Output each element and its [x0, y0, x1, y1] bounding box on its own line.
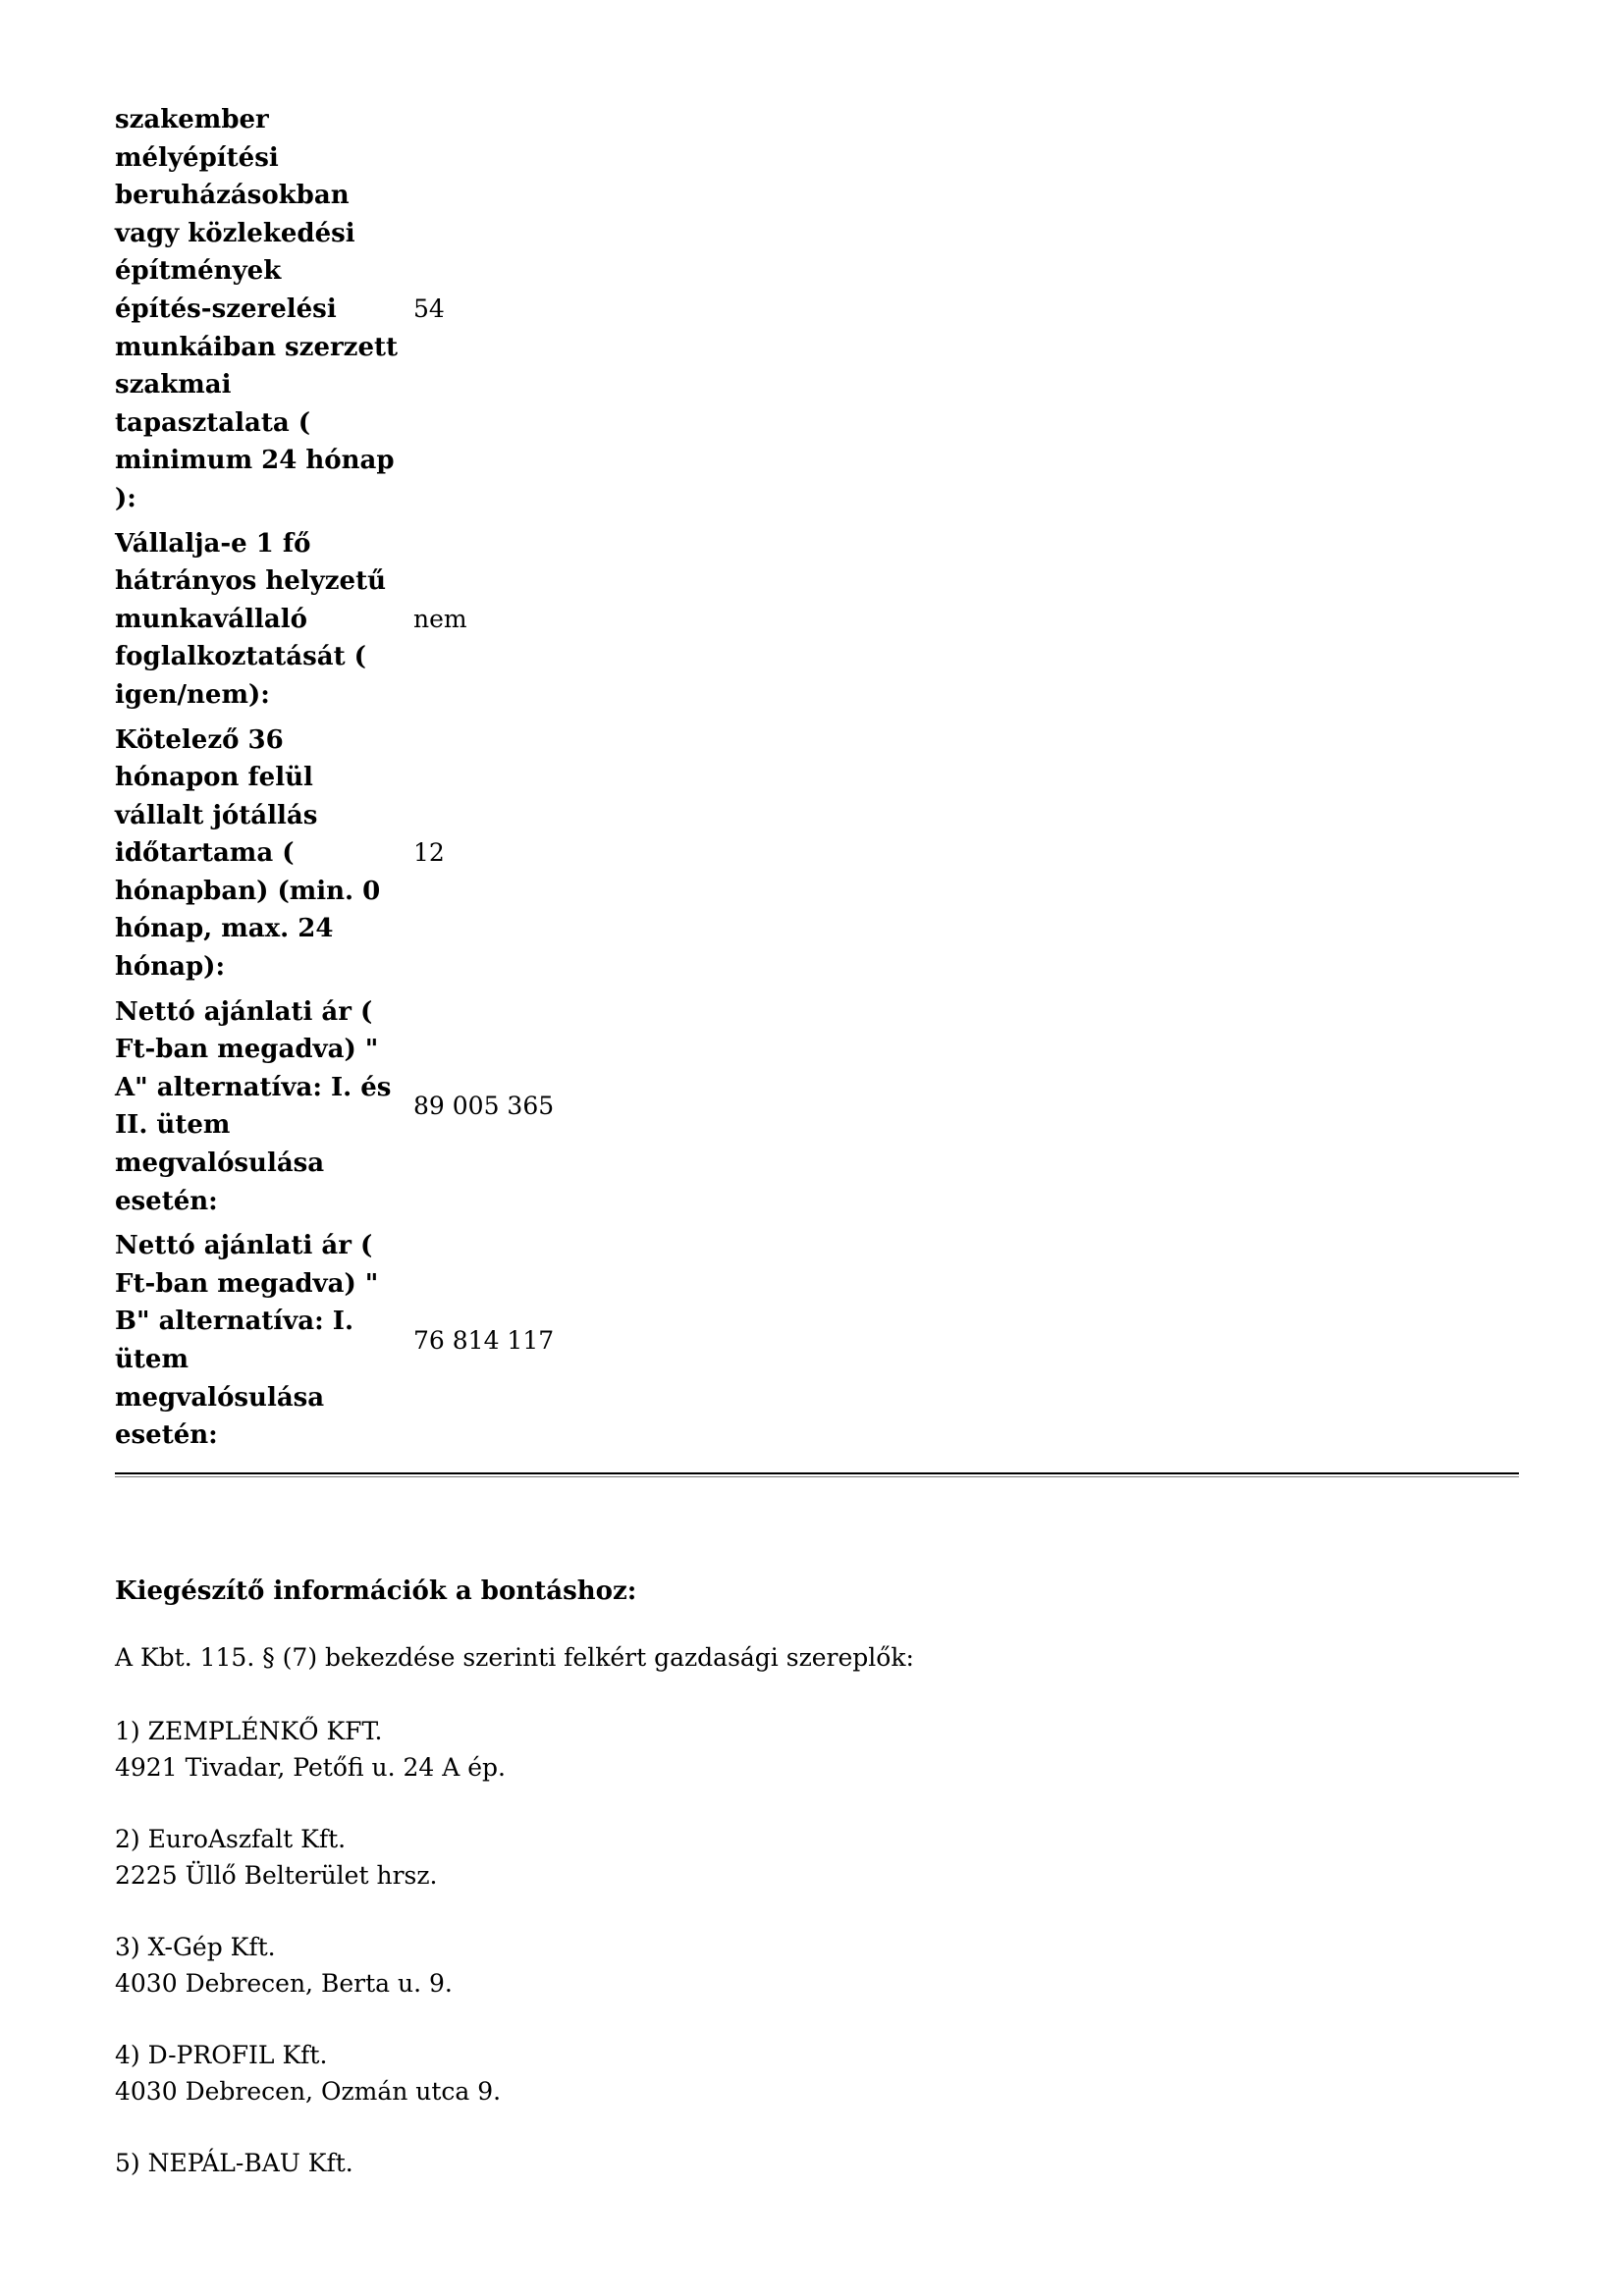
criterion-label-line: időtartama (: [115, 838, 295, 869]
criterion-value: 76 814 117: [413, 1325, 555, 1355]
criterion-label-line: hónapon felül: [115, 763, 313, 793]
criterion-label-line: Vállalja-e 1 fő: [115, 528, 311, 559]
criterion-label-line: hátrányos helyzetű: [115, 566, 386, 597]
criterion-label-line: építmények: [115, 256, 282, 287]
operator-address: 4030 Debrecen, Ozmán utca 9.: [115, 2077, 502, 2106]
table-row: [115, 101, 1519, 525]
criterion-label-line: szakember: [115, 105, 269, 134]
criterion-label-line: Ft-ban megadva) ": [115, 1035, 379, 1065]
criterion-label-line: hónap, max. 24: [115, 914, 334, 944]
criterion-label-line: hónap):: [115, 952, 226, 983]
criterion-label-line: ütem: [115, 1345, 189, 1374]
criterion-value: nem: [413, 604, 467, 633]
criterion-label-line: B" alternatíva: I.: [115, 1307, 354, 1337]
criterion-label-line: Kötelező 36: [115, 724, 284, 755]
criterion-label-line: esetén:: [115, 1420, 218, 1451]
criterion-value: 12: [413, 838, 445, 868]
list-item: [115, 2037, 506, 2109]
list-item: [115, 2145, 506, 2181]
operator-name: 2) EuroAszfalt Kft.: [115, 1825, 347, 1853]
criterion-value: 54: [413, 294, 445, 323]
criterion-label: [115, 1227, 402, 1462]
criterion-label-line: hónapban) (min. 0: [115, 876, 381, 906]
criterion-label: [115, 525, 402, 721]
table-bottom-rule: [115, 1472, 1519, 1477]
criterion-label-line: esetén:: [115, 1186, 218, 1216]
criterion-label-line: munkavállaló: [115, 604, 307, 634]
criterion-label-line: minimum 24 hónap: [115, 446, 395, 476]
criterion-label-line: megvalósulása: [115, 1148, 325, 1179]
list-item: [115, 1821, 506, 1894]
list-item: [115, 1713, 506, 1786]
criterion-label-line: Ft-ban megadva) ": [115, 1268, 379, 1299]
list-item: [115, 1929, 506, 2002]
criterion-label-line: Nettó ajánlati ár (: [115, 1231, 373, 1261]
criterion-label-line: szakmai: [115, 370, 232, 400]
operator-address: 4030 Debrecen, Berta u. 9.: [115, 1969, 453, 1998]
criterion-label-line: vállalt jótállás: [115, 800, 318, 830]
criterion-label-line: tapasztalata (: [115, 407, 311, 438]
criterion-label-line: mélyépítési: [115, 142, 279, 173]
operator-name: 5) NEPÁL-BAU Kft.: [115, 2149, 353, 2177]
criterion-label-line: igen/nem):: [115, 679, 270, 710]
supplementary-heading: Kiegészítő információk a bontáshoz:: [115, 1576, 637, 1606]
criterion-label-line: II. ütem: [115, 1110, 231, 1141]
operator-address: 4921 Tivadar, Petőfi u. 24 A ép.: [115, 1753, 506, 1782]
criterion-value: 89 005 365: [413, 1092, 555, 1121]
criterion-label-line: A" alternatíva: I. és: [115, 1072, 392, 1102]
criterion-label-line: munkáiban szerzett: [115, 332, 399, 362]
evaluation-criteria-table: [115, 101, 1519, 1462]
criterion-label-line: építés-szerelési: [115, 294, 337, 324]
criterion-label-line: megvalósulása: [115, 1382, 325, 1413]
criterion-label: [115, 721, 402, 993]
table-row: [115, 525, 1519, 721]
criterion-label-line: Nettó ajánlati ár (: [115, 996, 373, 1027]
operator-name: 4) D-PROFIL Kft.: [115, 2041, 328, 2069]
document-page: [115, 0, 1519, 2296]
operator-list: [115, 1713, 506, 2216]
table-row: [115, 721, 1519, 993]
criterion-label-line: vagy közlekedési: [115, 218, 355, 248]
criterion-label-line: foglalkoztatását (: [115, 642, 366, 672]
operator-name: 3) X-Gép Kft.: [115, 1933, 276, 1961]
table-row: [115, 1227, 1519, 1462]
supplementary-intro: A Kbt. 115. § (7) bekezdése szerinti felkért gazdasági szereplők:: [115, 1643, 914, 1672]
operator-name: 1) ZEMPLÉNKŐ KFT.: [115, 1717, 383, 1745]
criterion-label-line: ):: [115, 483, 136, 513]
criterion-label: [115, 993, 402, 1228]
criterion-label-line: beruházásokban: [115, 181, 350, 211]
operator-address: 2225 Üllő Belterület hrsz.: [115, 1861, 438, 1890]
table-row: [115, 993, 1519, 1228]
criterion-label: [115, 101, 402, 525]
